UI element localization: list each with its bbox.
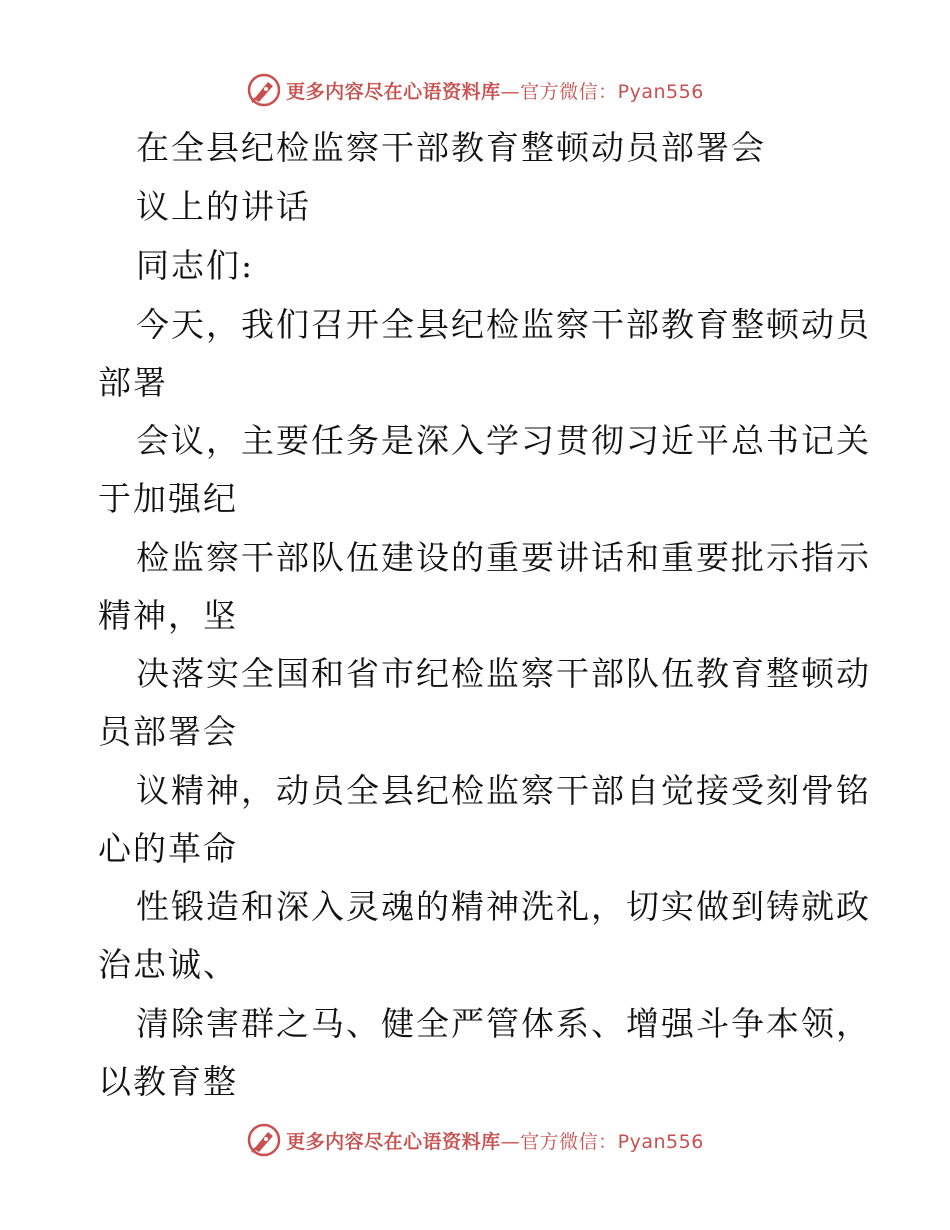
banner-text-strong: 更多内容尽在心语资料库 bbox=[286, 1130, 501, 1153]
paragraph-line: 治忠诚、 bbox=[98, 945, 238, 984]
paragraph-line: 决落实全国和省市纪检监察干部队伍教育整顿动 bbox=[136, 654, 871, 693]
paragraph-line: 今天，我们召开全县纪检监察干部教育整顿动员 bbox=[136, 305, 871, 344]
banner-text-rest: —官方微信：Pyan556 bbox=[500, 1130, 704, 1153]
paragraph-line: 精神，坚 bbox=[98, 596, 238, 635]
banner-text-rest: —官方微信：Pyan556 bbox=[500, 80, 704, 103]
paragraph-line: 议精神，动员全县纪检监察干部自觉接受刻骨铭 bbox=[136, 771, 871, 810]
pen-nib-logo-icon bbox=[246, 1122, 282, 1158]
paragraph-line: 会议，主要任务是深入学习贯彻习近平总书记关 bbox=[136, 421, 871, 460]
banner-text-strong: 更多内容尽在心语资料库 bbox=[286, 80, 501, 103]
paragraph-line: 清除害群之马、健全严管体系、增强斗争本领， bbox=[136, 1004, 871, 1043]
salutation: 同志们: bbox=[136, 246, 255, 285]
title-line-1: 在全县纪检监察干部教育整顿动员部署会 bbox=[136, 128, 766, 167]
paragraph-line: 检监察干部队伍建设的重要讲话和重要批示指示 bbox=[136, 538, 871, 577]
paragraph-line: 以教育整 bbox=[98, 1062, 238, 1101]
banner-text bbox=[286, 1127, 704, 1154]
title-line-2: 议上的讲话 bbox=[136, 187, 311, 226]
footer-watermark-banner bbox=[0, 1118, 950, 1162]
paragraph-line: 心的革命 bbox=[98, 829, 238, 868]
paragraph-line: 部署 bbox=[98, 363, 168, 402]
paragraph-line: 于加强纪 bbox=[98, 479, 238, 518]
paragraph-line: 员部署会 bbox=[98, 712, 238, 751]
paragraph-line: 性锻造和深入灵魂的精神洗礼，切实做到铸就政 bbox=[136, 887, 871, 926]
